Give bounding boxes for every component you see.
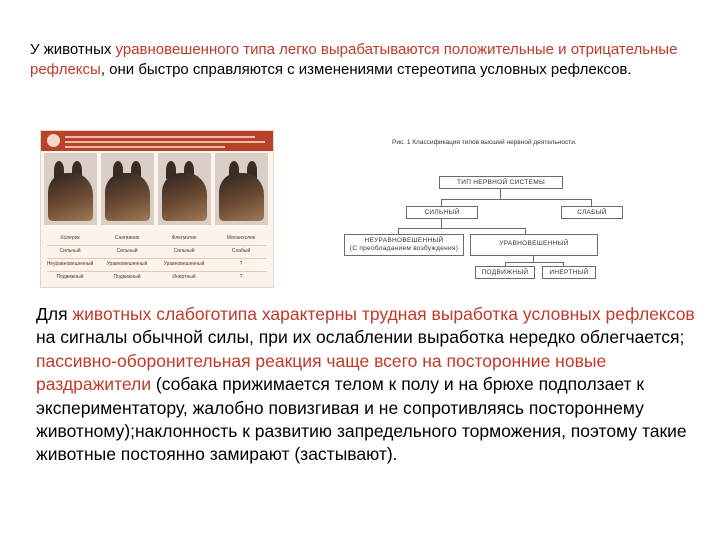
dog-photo-2	[101, 153, 154, 225]
plate-cell: Уравновешенный	[163, 261, 205, 267]
node-mobile: ПОДВИЖНЫЙ	[475, 266, 535, 279]
plate-cell: Инертный	[172, 274, 196, 280]
figure-badge-icon	[47, 134, 60, 147]
figure-header-bar	[41, 131, 273, 151]
plate-cell: Меланхолик	[226, 235, 256, 241]
node-strong: СИЛЬНЫЙ	[406, 206, 478, 219]
dog-temperament-figure	[40, 130, 274, 288]
node-balanced: УРАВНОВЕШЕННЫЙ	[470, 234, 598, 256]
intro-text-1: У животных	[30, 41, 116, 58]
intro-highlight: уравновешенного типа легко вырабатываются положительные и отрицательные рефлексы	[30, 41, 678, 78]
intro-paragraph	[30, 40, 700, 80]
plate-cell: Сильный	[116, 248, 138, 254]
weak-highlight-2: пассивно-оборонительная реакция чаще всего на посторонние новые раздражители	[36, 350, 607, 395]
classification-diagram	[342, 130, 658, 288]
plate-cell: Сильный	[59, 248, 81, 254]
dog-photo-1	[44, 153, 97, 225]
dog-photo-4	[215, 153, 268, 225]
intro-text-2: , они быстро справляются с изменениями стереотипа условных рефлексов.	[100, 61, 632, 78]
plate-cell: Слабый	[231, 248, 251, 254]
dog-photo-3	[158, 153, 211, 225]
plate-cell: ?	[239, 261, 243, 267]
plate-cell: Холерик	[60, 235, 80, 241]
plate-cell: ?	[239, 274, 243, 280]
plate-cell: Флегматик	[171, 235, 197, 241]
plate-cell: Неуравновешенный	[46, 261, 94, 267]
node-unbalanced	[344, 234, 464, 256]
weak-text-2: на сигналы обычной силы, при их ослаблении выработка нередко облегчается;	[36, 327, 685, 348]
plate-cell: Подвижный	[56, 274, 84, 280]
weak-type-paragraph	[36, 303, 696, 467]
diagram-caption: Рис. 1 Классификация типов высшей нервной деятельности.	[392, 139, 577, 146]
node-unbalanced-label: НЕУРАВНОВЕШЕННЫЙ	[364, 237, 444, 244]
plate-cell: Подвижный	[113, 274, 141, 280]
plate-cell: Уравновешенный	[106, 261, 148, 267]
node-weak: СЛАБЫЙ	[561, 206, 623, 219]
weak-text-1: Для	[36, 304, 73, 324]
node-unbalanced-sublabel: (С преобладанием возбуждения)	[349, 245, 459, 252]
node-inert: ИНЕРТНЫЙ	[542, 266, 596, 279]
plate-cell: Сангвиник	[114, 235, 140, 241]
plate-cell: Сильный	[173, 248, 195, 254]
weak-highlight-1: животных слабоготипа характерны трудная выработка условных рефлексов	[72, 304, 695, 324]
node-nervous-system-type: ТИП НЕРВНОЙ СИСТЕМЫ	[439, 176, 563, 189]
weak-text-3: (собака прижимается телом к полу и на брюхе подползает к экспериментатору, жалобно повизгивая и не сопротивляясь постороннему животному);наклонность к развитию запредельного торможения, поэтому такие животные постоянно замирают (застывают).	[36, 374, 687, 465]
